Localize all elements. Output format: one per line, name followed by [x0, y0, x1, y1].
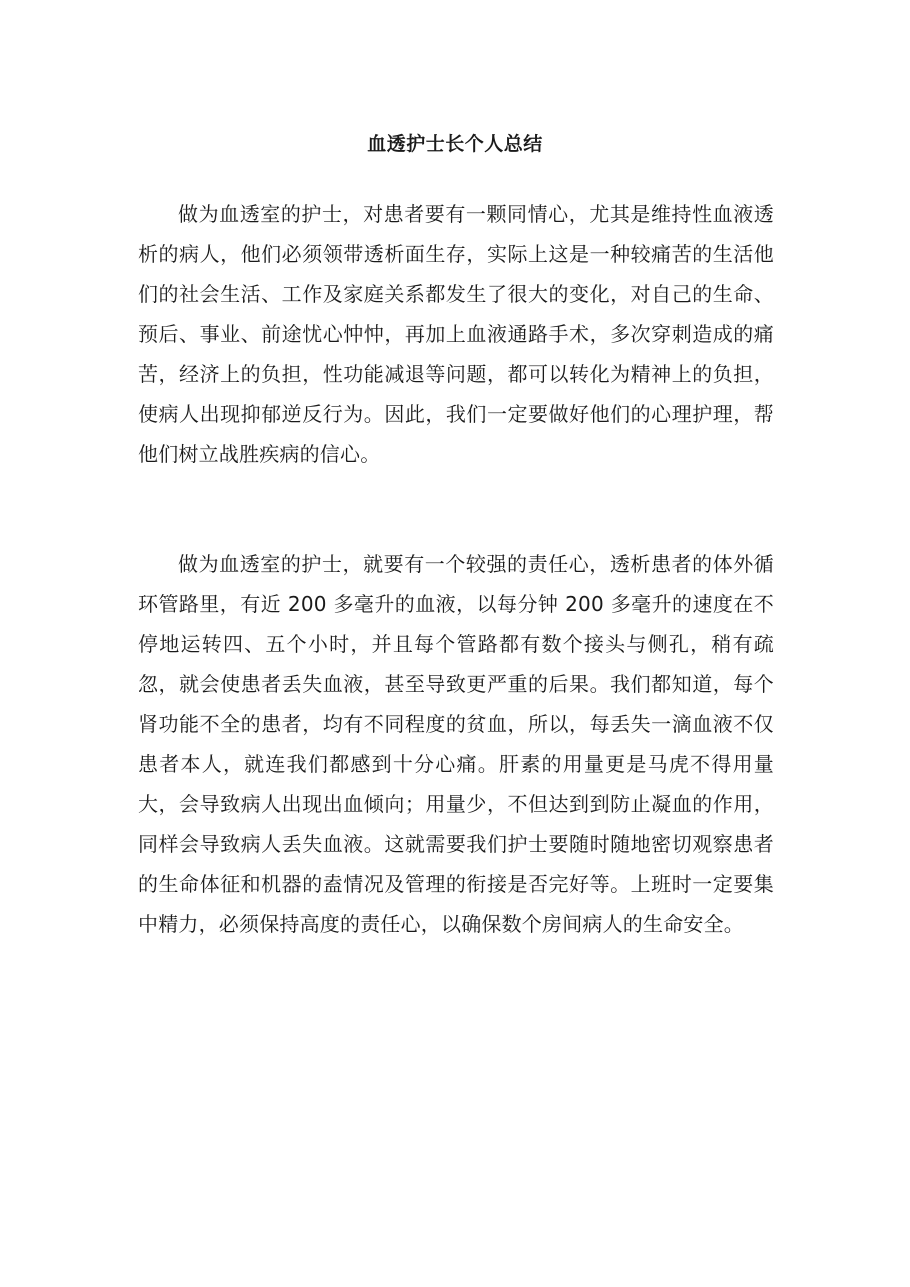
document-title: 血透护士长个人总结: [367, 133, 543, 155]
paragraph-2: 做为血透室的护士，就要有一个较强的责任心，透析患者的体外循环管路里，有近 200 多毫升的血液，以每分钟 200 多毫升的速度在不停地运转四、五个小时，并且每个管路都有数个接头与侧孔，稍有疏忽，就会使患者丢失血液，甚至导致更严重的后果。我们都知道，每个肾功能不全的患者，均有不同程度的贫血，所以，每丢失一滴血液不仅患者本人，就连我们都感到十分心痛。肝素的用量更是马虎不得用量大，会导致病人出现出血倾向；用量少，不但达到到防止凝血的作用，同样会导致病人丢失血液。这就需要我们护士要随时随地密切观察患者的生命体征和机器的盍情况及管理的衔接是否完好等。上班时一定要集中精力，必须保持高度的责任心，以确保数个房间病人的生命安全。: [138, 552, 774, 936]
paragraph-1: 做为血透室的护士，对患者要有一颗同情心，尤其是维持性血液透析的病人，他们必须领带透析面生存，实际上这是一种较痛苦的生活他们的社会生活、工作及家庭关系都发生了很大的变化，对自己的生命、预后、事业、前途忧心忡忡，再加上血液通路手术，多次穿刺造成的痛苦，经济上的负担，性功能减退等问题，都可以转化为精神上的负担，使病人出现抑郁逆反行为。因此，我们一定要做好他们的心理护理，帮他们树立战胜疾病的信心。: [138, 202, 774, 466]
